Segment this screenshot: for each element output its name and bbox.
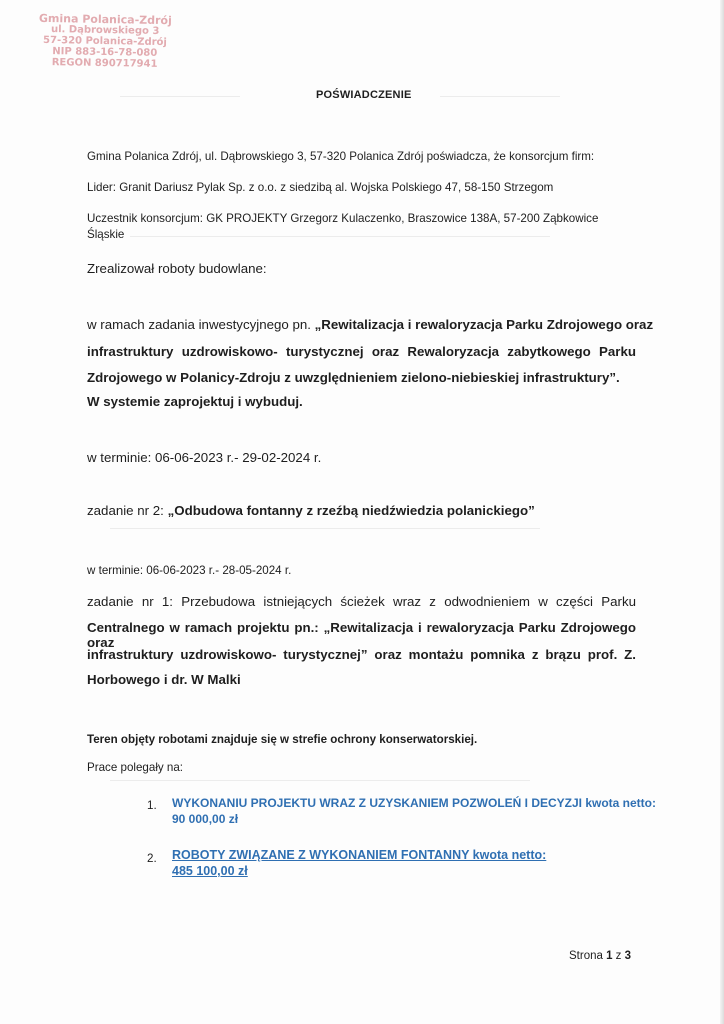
page-edge-shadow xyxy=(720,0,724,1024)
task-line-2: infrastruktury uzdrowiskowo- turystycznej oraz Rewaloryzacja zabytkowego Parku xyxy=(87,344,636,359)
zadanie-1-line-3: infrastruktury uzdrowiskowo- turystycznej” oraz montażu pomnika z brązu prof. Z. xyxy=(87,647,636,662)
document-title: POŚWIADCZENIE xyxy=(316,89,412,101)
task-prefix: w ramach zadania inwestycyjnego pn. xyxy=(87,317,315,332)
list-item-text: ROBOTY ZWIĄZANE Z WYKONANIEM FONTANNY kwota netto: xyxy=(172,848,547,862)
list-item-amount: 90 000,00 zł xyxy=(172,812,239,826)
member-text-cont: Śląskie xyxy=(87,228,125,241)
current-page: 1 xyxy=(606,950,613,962)
task-line-1 xyxy=(87,317,654,332)
list-item xyxy=(147,849,157,867)
zadanie-2 xyxy=(87,503,535,518)
total-pages: 3 xyxy=(624,950,632,962)
show-through-line xyxy=(110,528,540,529)
conservation-note: Teren objęty robotami znajduje się w strefie ochrony konserwatorskiej. xyxy=(87,733,478,746)
list-item-text: WYKONANIU PROJEKTU WRAZ Z UZYSKANIEM POZWOLEŃ I DECYZJI kwota netto: xyxy=(172,796,657,810)
zadanie-1-line-2: Centralnego w ramach projektu pn.: „Rewitalizacja i rewaloryzacja Parku Zdrojowego oraz xyxy=(87,620,636,650)
term-1: w terminie: 06-06-2023 r.- 29-02-2024 r. xyxy=(87,450,322,465)
zadanie-2-name: „Odbudowa fontanny z rzeźbą niedźwiedzia polanickiego” xyxy=(167,503,535,518)
task-line-3: Zdrojowego w Polanicy-Zdroju z uwzględnieniem zielono-niebieskiej infrastruktury”. xyxy=(87,370,620,385)
realized-heading: Zrealizował roboty budowlane: xyxy=(87,261,267,276)
stamp-line: REGON 890717941 xyxy=(51,57,158,70)
stamp-line: NIP 883-16-78-080 xyxy=(52,46,158,59)
term-2: w terminie: 06-06-2023 r.- 28-05-2024 r. xyxy=(87,564,292,577)
show-through-line xyxy=(110,780,530,781)
stamp-line: Gmina Polanica-Zdrój xyxy=(38,11,172,28)
list-item-number: 1. xyxy=(147,799,157,812)
list-item-number: 2. xyxy=(147,852,157,865)
zadanie-1-line-4: Horbowego i dr. W Malki xyxy=(87,672,241,687)
official-stamp xyxy=(30,13,181,71)
intro-text: Gmina Polanica Zdrój, ul. Dąbrowskiego 3, 57-320 Polanica Zdrój poświadcza, że konsorcjum firm: xyxy=(87,150,595,163)
show-through-line xyxy=(130,236,550,237)
list-item-amount: 485 100,00 zł xyxy=(172,864,248,878)
show-through-line xyxy=(440,96,560,97)
task-name-start: „Rewitalizacja i rewaloryzacja Parku Zdrojowego oraz xyxy=(314,317,654,332)
stamp-line: 57-320 Polanica-Zdrój xyxy=(43,34,167,49)
stamp-line: ul. Dąbrowskiego 3 xyxy=(50,24,160,37)
zadanie-1-line-1: zadanie nr 1: Przebudowa istniejących ścieżek wraz z odwodnieniem w części Parku xyxy=(87,594,636,609)
works-intro: Prace polegały na: xyxy=(87,761,184,774)
show-through-line xyxy=(120,96,240,97)
list-item xyxy=(147,796,157,814)
page-number xyxy=(569,950,631,962)
page-of: z xyxy=(612,950,625,962)
page-label: Strona xyxy=(569,950,607,962)
member-text: Uczestnik konsorcjum: GK PROJEKTY Grzegorz Kulaczenko, Braszowice 138A, 57-200 Ząbkowice xyxy=(87,212,599,225)
task-line-4: W systemie zaprojektuj i wybuduj. xyxy=(87,394,303,409)
leader-text: Lider: Granit Dariusz Pylak Sp. z o.o. z siedzibą al. Wojska Polskiego 47, 58-150 Strzegom xyxy=(87,181,554,194)
zadanie-2-label: zadanie nr 2: xyxy=(87,503,168,518)
